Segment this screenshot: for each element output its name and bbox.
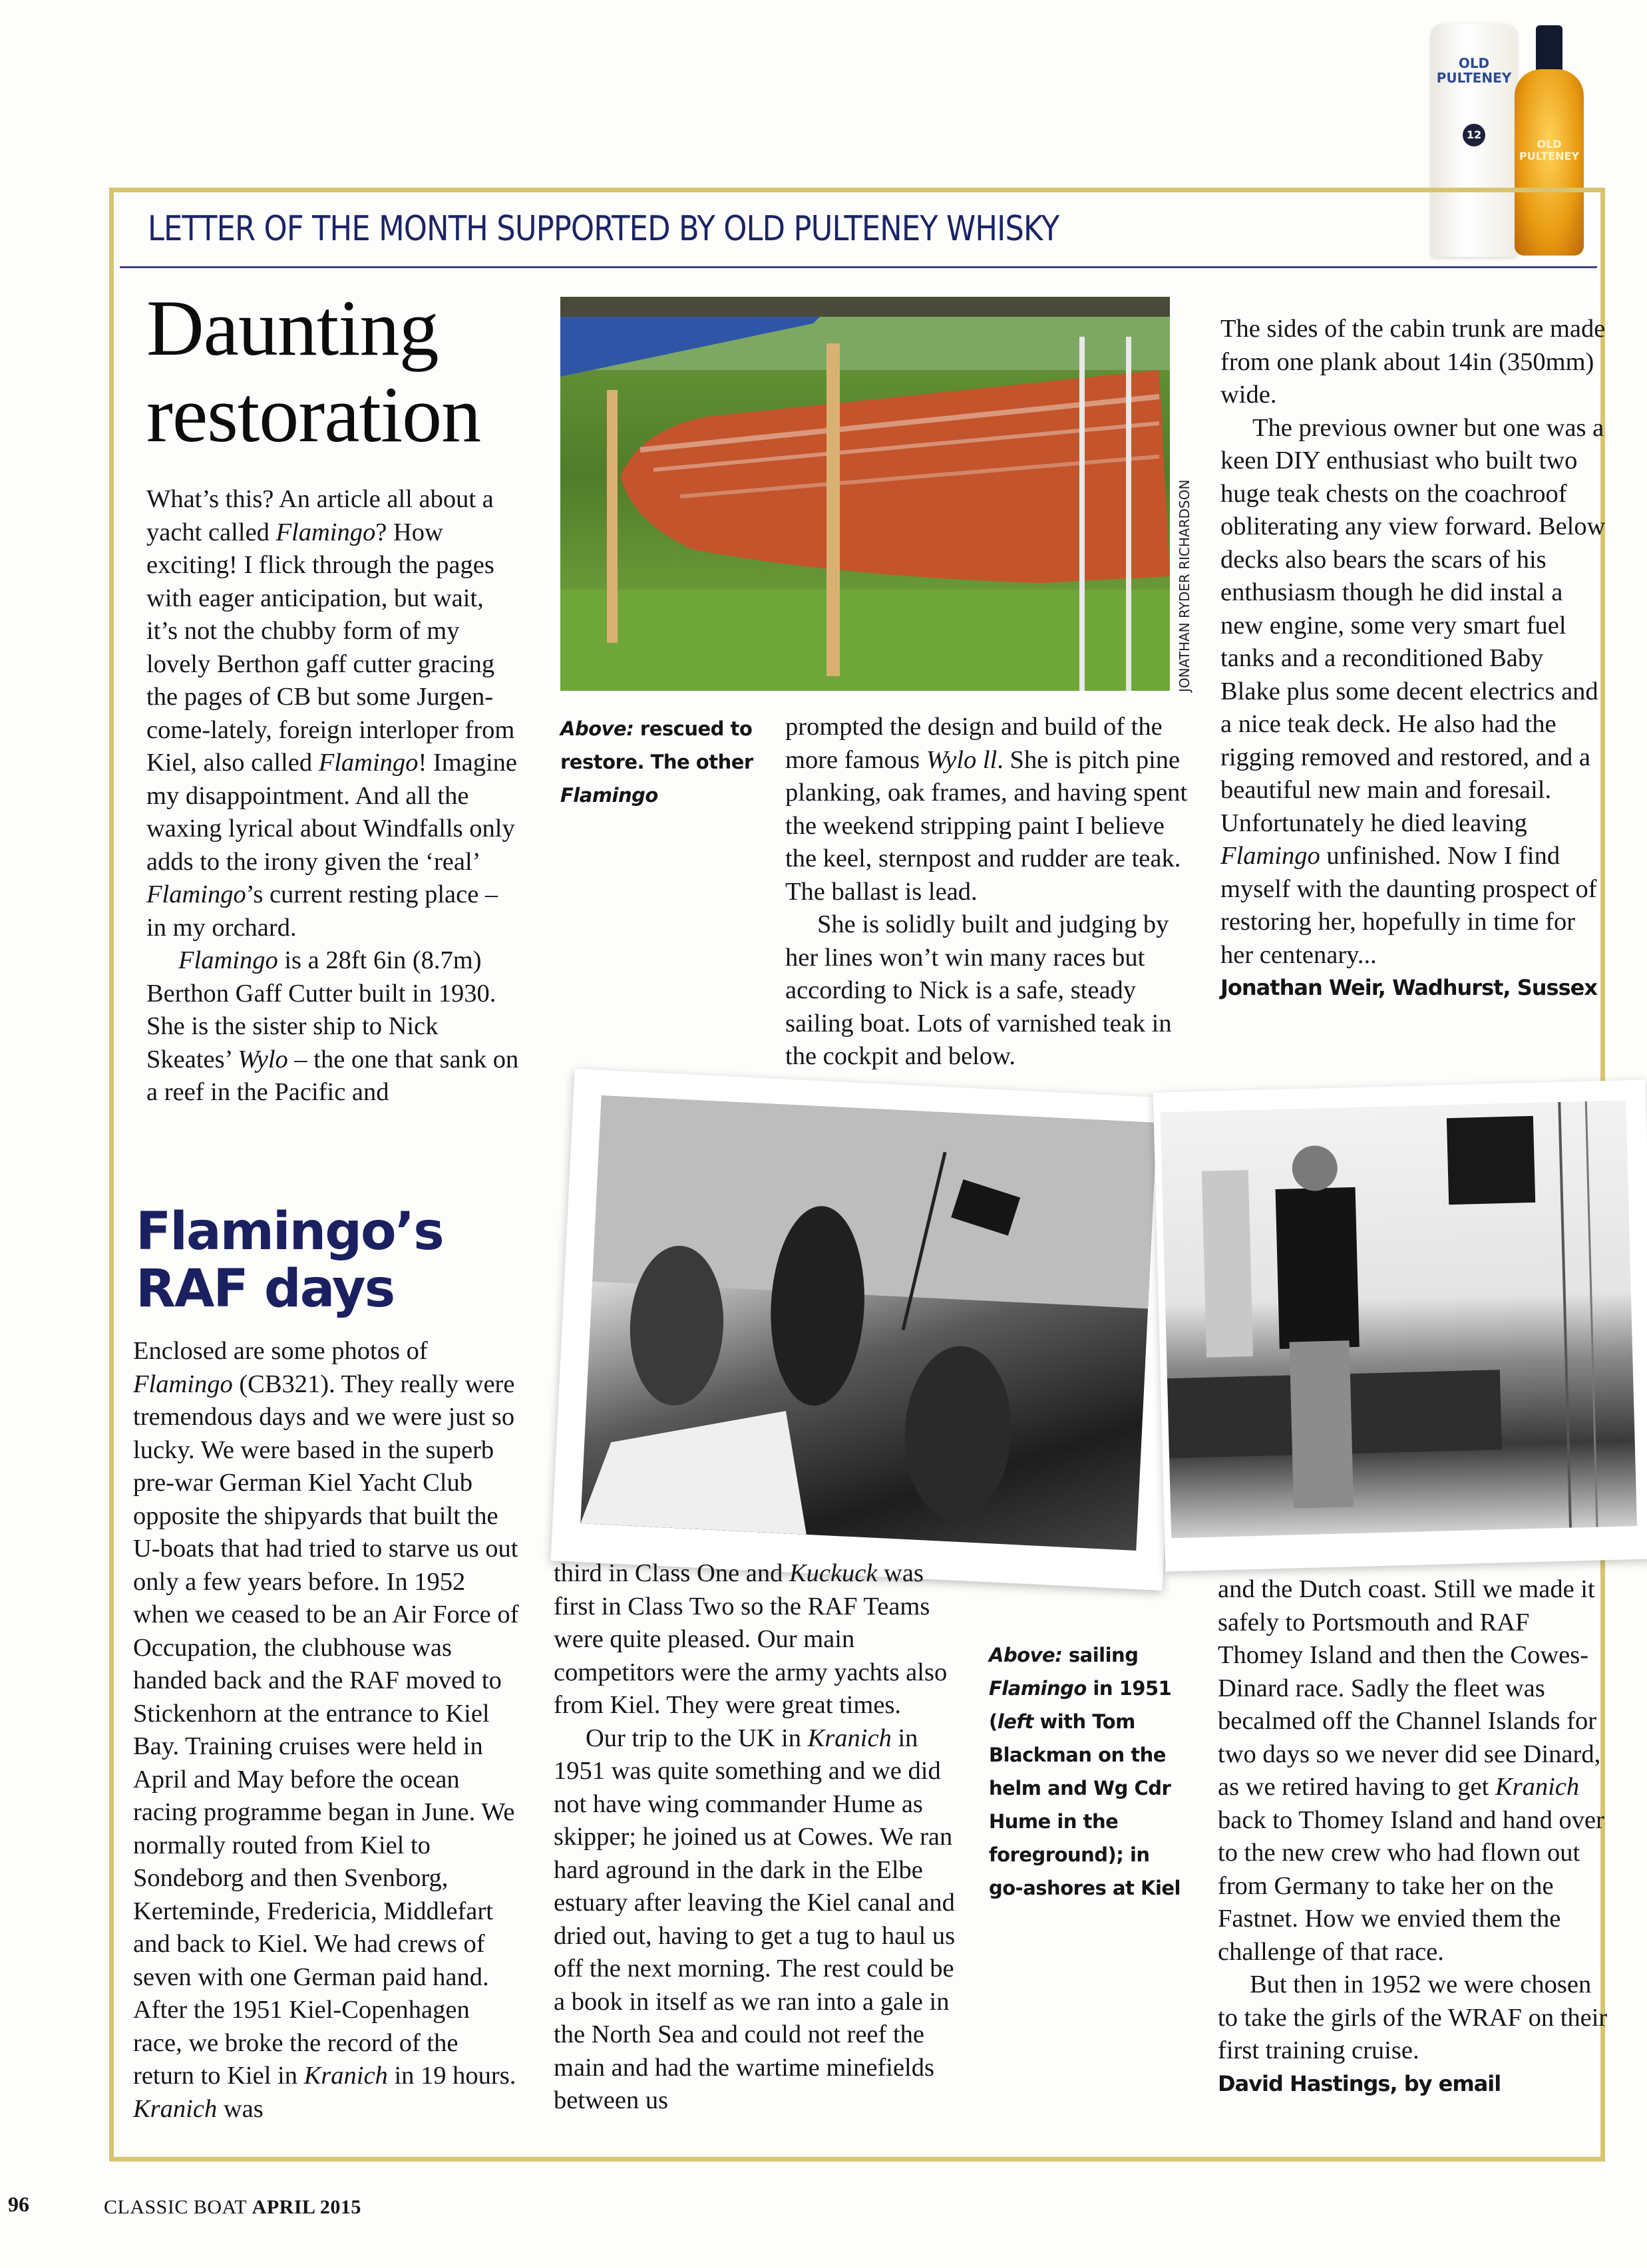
letter2-col2-para2: Our trip to the UK in Kranich in 1951 was quite something and we did not have wing commander Hume as skipper; he joined us at Cowes. We ran hard aground in the dark in the Elbe estuary after leaving the Kiel canal and dried out, having to get a tug to haul us off the next morning. The rest could be a book in itself as we ran into a gale in the North Sea and could not reef the main and had the wartime minefields between us [554,1724,956,2114]
letter1-column-3 [1220,313,1606,1005]
letter1-col1-para2: Flamingo is a 28ft 6in (8.7m) Berthon Gaff Cutter built in 1930. She is the sister ship to Nick Skeates’ Wylo – the one that sank on a reef in the Pacific and [146,946,519,1106]
page-number: 96 [8,2192,29,2216]
letter1-headline: Daunting restoration [146,284,481,459]
letter1-col1-para1: What’s this? An article all about a yacht called Flamingo? How exciting! I flick through the pages with eager anticipation, but wait, it’s not the chubby form of my lovely Berthon gaff cutter gracing the pages of CB but some Jurgen-come-lately, foreign interloper from Kiel, also called Flamingo! Imagine my disappointment. And all the waxing lyrical about Windfalls only adds to the irony given the ‘real’ Flamingo’s current resting place – in my orchard. [146,485,518,942]
tube-brand: OLD PULTENEY [1436,55,1512,86]
magazine-footer [104,2196,361,2219]
letter1-column-2 [785,711,1198,1073]
restoration-boat-photo [560,297,1170,691]
sailing-crew-photo [580,1095,1157,1551]
man-on-deck-photo [1160,1100,1637,1538]
go-ashore-photo-print [1153,1079,1647,1571]
letter1-signature: Jonathan Weir, Wadhurst, Sussex [1220,975,1597,1000]
tube-age-badge: 12 [1463,124,1485,146]
letter2-col3-para1: and the Dutch coast. Still we made it safely to Portsmouth and RAF Thomey Island and then the Cowes-Dinard race. Sadly the fleet was becalmed off the Channel Islands for two days so we never did see Dinard, as we retired having to get Kranich back to Thomey Island and hand over to the new crew who had flown out from Germany to take her on the Fastnet. How we envied them the challenge of that race. [1218,1575,1604,1966]
letter1-col3-para2: The previous owner but one was a keen DIY enthusiast who built two huge teak chests on the coachroof obliterating any view forward. Below decks also bears the scars of his enthusiasm though he did instal a new engine, some very smart fuel tanks and a reconditioned Baby Blake plus some decent electrics and a nice teak deck. He also had the rigging removed and restored, and a beautiful new main and foresail. Unfortunately he died leaving Flamingo unfinished. Now I find myself with the daunting prospect of restoring her, hopefully in time for her centenary... [1220,413,1606,969]
letter2-col1-para1: Enclosed are some photos of Flamingo (CB321). They really were tremendous days and we were just so lucky. We were based in the superb pre-war German Kiel Yacht Club opposite the shipyards that built the U-boats that had tried to starve us out only a few years before. In 1952 when we ceased to be an Air Force of Occupation, the clubhouse was handed back and the RAF moved to Stickenhorn at the entrance to Kiel Bay. Training cruises were held in April and May before the ocean racing programme began in June. We normally routed from Kiel to Sondeborg and then Svenborg, Kerteminde, Fredericia, Middlefart and back to Kiel. We had crews of seven with one German paid hand. After the 1951 Kiel-Copenhagen race, we broke the record of the return to Kiel in Kranich in 19 hours. Kranich was [133,1337,519,2123]
letter2-headline: Flamingo’s RAF days [136,1202,443,1319]
letter1-col2-para1: prompted the design and build of the more famous Wylo ll. She is pitch pine planking, oak frames, and having spent the weekend stripping paint I believe the keel, sternpost and rudder are teak. The ballast is lead. [785,713,1188,906]
letter2-column-1 [133,1335,519,2126]
section-banner: LETTER OF THE MONTH SUPPORTED BY OLD PULTENEY WHISKY [148,209,1059,249]
bottle-label: OLD PULTENEY [1519,138,1579,162]
letter2-col3-para2: But then in 1952 we were chosen to take the girls of the WRAF on their first training cruise. [1218,1971,1608,2064]
letter2-col2-para1: third in Class One and Kuckuck was first in Class Two so the RAF Teams were quite pleased. Our main competitors were the army yachts also from Kiel. They were great times. [554,1559,948,1719]
banner-divider [120,266,1597,268]
magazine-name: CLASSIC BOAT [104,2196,247,2218]
letter1-col2-para2: She is solidly built and judging by her lines won’t win many races but according to Nick is a safe, steady sailing boat. Lots of varnished teak in the cockpit and below. [785,910,1172,1070]
letter2-signature: David Hastings, by email [1218,2070,1501,2096]
letter2-caption: Above: sailing Flamingo in 1951 (left with Tom Blackman on the helm and Wg Cdr Hume in the foreground); in go-ashores at Kiel [989,1644,1181,1899]
sailing-photo-print [550,1069,1186,1591]
letter1-column-1 [146,483,519,1109]
letter1-caption: Above: rescued to restore. The other Flamingo [560,717,753,807]
magazine-issue: APRIL 2015 [252,2196,361,2218]
letter2-column-2 [554,1557,960,2118]
letter1-col3-para1: The sides of the cabin trunk are made from one plank about 14in (350mm) wide. [1220,315,1606,409]
photo-credit: JONATHAN RYDER RICHARDSON [1177,479,1192,692]
letter2-column-3 [1218,1573,1610,2100]
